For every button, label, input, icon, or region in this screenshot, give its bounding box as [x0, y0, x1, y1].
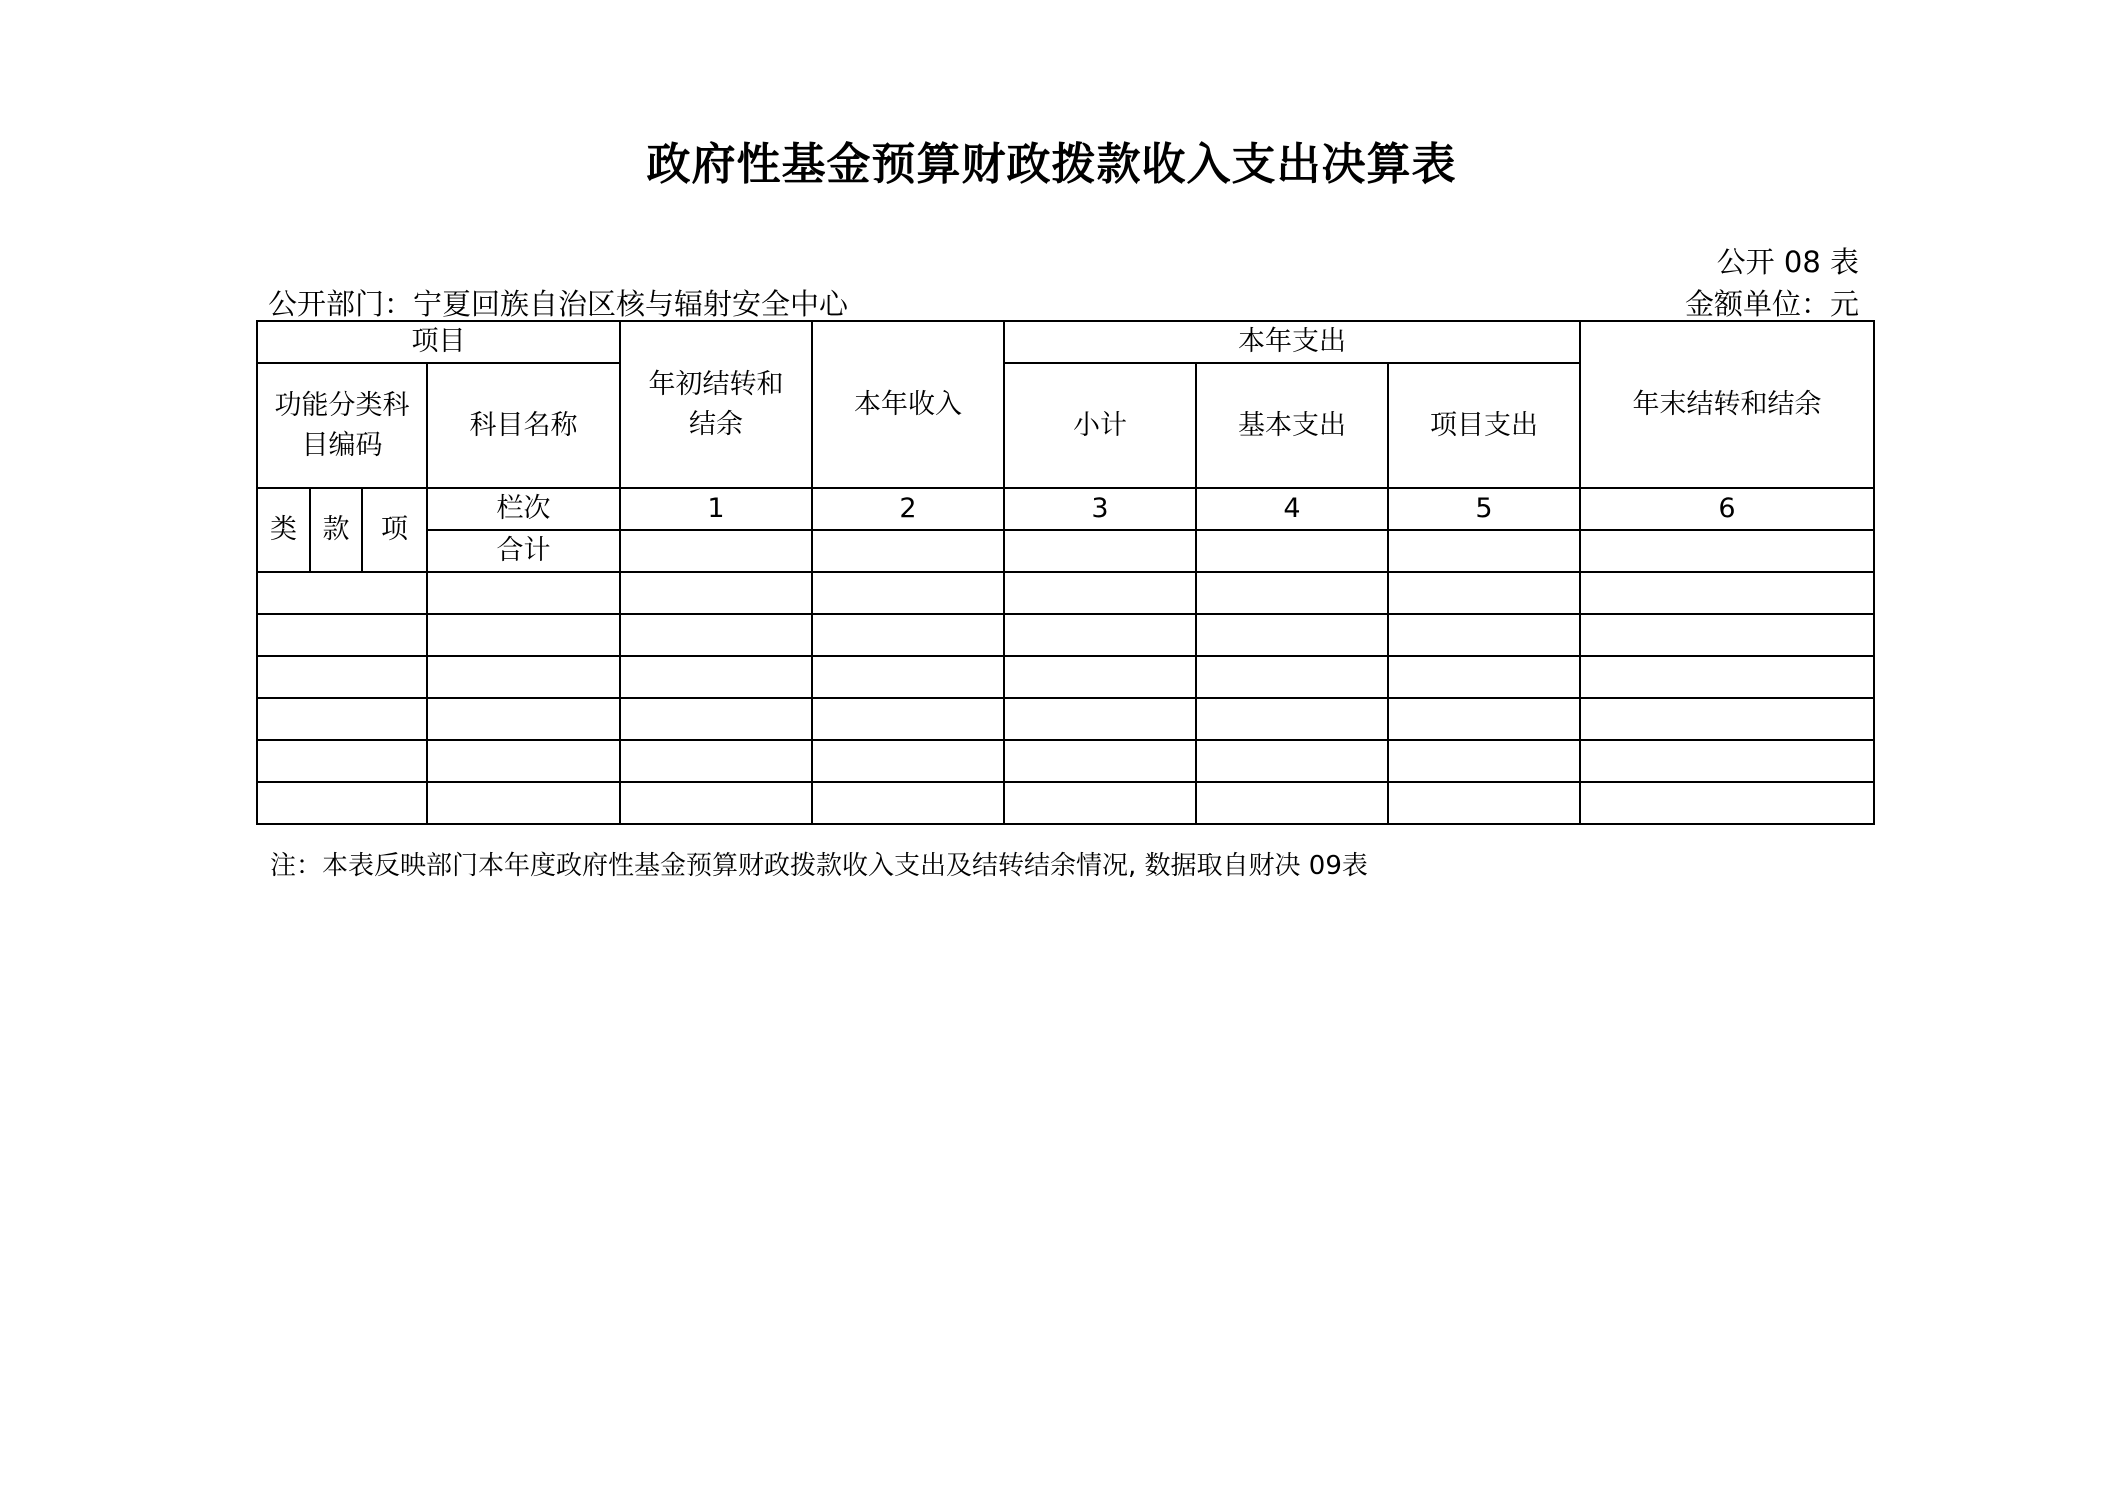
empty-cell	[427, 656, 620, 698]
empty-cell	[427, 740, 620, 782]
empty-cell	[1196, 740, 1388, 782]
empty-cell	[620, 614, 812, 656]
header-lei: 类	[257, 488, 310, 572]
column-number-4: 4	[1196, 488, 1388, 530]
unit-label: 金额单位：元	[1684, 287, 1859, 321]
table-row	[257, 572, 1874, 614]
empty-cell	[257, 782, 427, 824]
header-current-income: 本年收入	[812, 321, 1004, 488]
total-cell	[620, 530, 812, 572]
empty-cell	[812, 572, 1004, 614]
header-basic-expense: 基本支出	[1196, 363, 1388, 488]
empty-cell	[257, 614, 427, 656]
empty-cell	[812, 782, 1004, 824]
empty-cell	[620, 782, 812, 824]
table-row	[257, 656, 1874, 698]
empty-cell	[1580, 572, 1874, 614]
empty-cell	[257, 740, 427, 782]
header-kuan: 款	[310, 488, 362, 572]
empty-cell	[1004, 572, 1196, 614]
column-number-1: 1	[620, 488, 812, 530]
empty-cell	[812, 656, 1004, 698]
empty-cell	[1580, 614, 1874, 656]
empty-cell	[1196, 614, 1388, 656]
column-number-6: 6	[1580, 488, 1874, 530]
total-row	[257, 530, 1874, 572]
empty-cell	[812, 698, 1004, 740]
header-closing-balance: 年末结转和结余	[1580, 321, 1874, 488]
total-cell	[1196, 530, 1388, 572]
empty-cell	[1388, 740, 1580, 782]
empty-cell	[1580, 782, 1874, 824]
header-func-code: 功能分类科目编码	[257, 363, 427, 488]
empty-cell	[812, 740, 1004, 782]
header-opening-balance: 年初结转和结余	[620, 321, 812, 488]
empty-cell	[257, 656, 427, 698]
empty-cell	[1004, 656, 1196, 698]
footnote: 注：本表反映部门本年度政府性基金预算财政拨款收入支出及结转结余情况, 数据取自财决 09表	[270, 851, 1368, 881]
empty-cell	[1580, 698, 1874, 740]
empty-cell	[427, 782, 620, 824]
column-number-row	[257, 488, 1874, 530]
budget-table	[256, 320, 1875, 825]
empty-cell	[257, 572, 427, 614]
header-current-expense: 本年支出	[1004, 321, 1580, 363]
empty-cell	[1196, 572, 1388, 614]
header-item: 项目	[257, 321, 620, 363]
column-number-5: 5	[1388, 488, 1580, 530]
table-number: 公开 08 表	[1716, 245, 1859, 279]
empty-cell	[1580, 656, 1874, 698]
header-xiang: 项	[362, 488, 427, 572]
table-row	[257, 614, 1874, 656]
empty-cell	[620, 740, 812, 782]
column-number-3: 3	[1004, 488, 1196, 530]
empty-cell	[812, 614, 1004, 656]
empty-cell	[1004, 782, 1196, 824]
total-cell	[1580, 530, 1874, 572]
table-row	[257, 698, 1874, 740]
empty-cell	[1004, 740, 1196, 782]
header-project-expense: 项目支出	[1388, 363, 1580, 488]
table-row	[257, 782, 1874, 824]
column-number-2: 2	[812, 488, 1004, 530]
total-cell	[1388, 530, 1580, 572]
department-label: 公开部门：宁夏回族自治区核与辐射安全中心	[268, 287, 849, 321]
empty-cell	[1388, 614, 1580, 656]
empty-cell	[1004, 698, 1196, 740]
total-cell	[1004, 530, 1196, 572]
empty-cell	[1196, 698, 1388, 740]
empty-cell	[620, 698, 812, 740]
empty-cell	[427, 614, 620, 656]
empty-cell	[1388, 782, 1580, 824]
empty-cell	[1388, 698, 1580, 740]
empty-cell	[427, 698, 620, 740]
empty-cell	[427, 572, 620, 614]
empty-cell	[1388, 656, 1580, 698]
empty-cell	[1196, 656, 1388, 698]
header-subtotal: 小计	[1004, 363, 1196, 488]
empty-cell	[620, 656, 812, 698]
empty-cell	[1580, 740, 1874, 782]
table-row	[257, 740, 1874, 782]
header-column-no: 栏次	[427, 488, 620, 530]
empty-cell	[1388, 572, 1580, 614]
empty-cell	[257, 698, 427, 740]
total-label: 合计	[427, 530, 620, 572]
page-title: 政府性基金预算财政拨款收入支出决算表	[646, 139, 1457, 190]
header-row-1	[257, 321, 1874, 363]
empty-cell	[1004, 614, 1196, 656]
total-cell	[812, 530, 1004, 572]
empty-cell	[620, 572, 812, 614]
header-subject-name: 科目名称	[427, 363, 620, 488]
empty-cell	[1196, 782, 1388, 824]
